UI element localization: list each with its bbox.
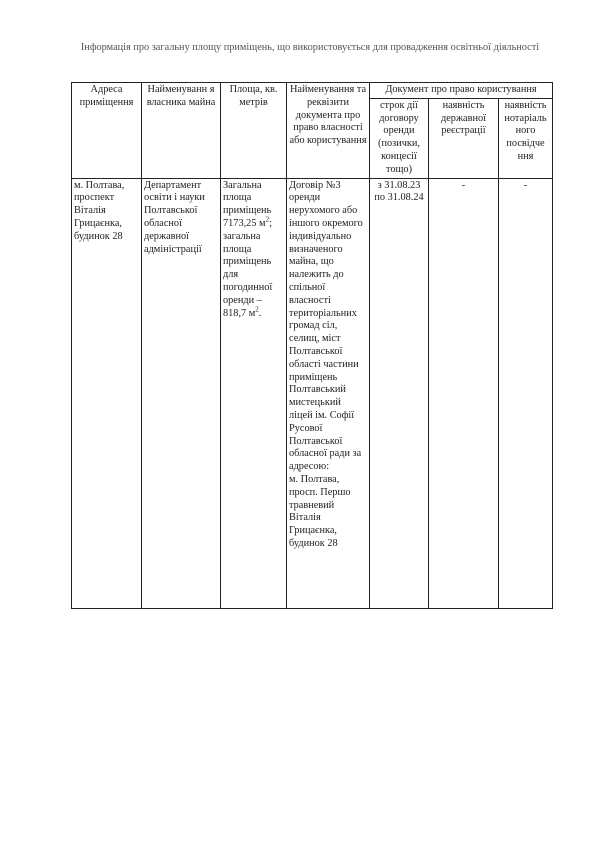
header-usage-group: Документ про право користування bbox=[370, 83, 553, 99]
cell-term: з 31.08.23 по 31.08.24 bbox=[370, 178, 429, 608]
header-document-name: Найменування та реквізити документа про право власності або користування bbox=[287, 83, 370, 179]
cell-document: Договір №3 оренди нерухомого або іншого окремого індивідуально визначеного майна, що належить до спільної власності територіальних громад сіл, селищ, міст Полтавської області частини приміщень Полтавський мистецький ліцей ім. Софії Русової Полтавської обласної ради за адресою: м. Полтава, просп. Першо травневий Віталія Грицаєнка, будинок 28 bbox=[287, 178, 370, 608]
page-title: Інформація про загальну площу приміщень, що використовується для провадження освітньої діяльності bbox=[80, 42, 540, 53]
cell-notarial: - bbox=[499, 178, 553, 608]
header-owner: Найменуванн я власника майна bbox=[142, 83, 221, 179]
area-unit-exponent-2: 2 bbox=[255, 305, 259, 314]
header-term: строк дії договору оренди (позички, концесії тощо) bbox=[370, 98, 429, 178]
area-text-3: . bbox=[258, 307, 262, 319]
area-text-1: Загальна площа приміщень 7173,25 м bbox=[223, 179, 272, 229]
header-notarial: наявність нотаріаль ного посвідче ння bbox=[499, 98, 553, 178]
cell-area bbox=[221, 178, 287, 608]
header-address: Адреса приміщення bbox=[72, 83, 142, 179]
header-state-registration: наявність державної реєстрації bbox=[429, 98, 499, 178]
cell-address: м. Полтава, проспект Віталія Грицаєнка, будинок 28 bbox=[72, 178, 142, 608]
header-area: Площа, кв. метрів bbox=[221, 83, 287, 179]
header-row-1 bbox=[72, 83, 553, 99]
area-unit-exponent-1: 2 bbox=[265, 215, 270, 224]
cell-owner: Департамент освіти і науки Полтавської обласної державної адміністрації bbox=[142, 178, 221, 608]
area-text-2: ; загальна площа приміщень для погодинної оренди – 818,7 м bbox=[223, 217, 273, 319]
cell-state-registration: - bbox=[429, 178, 499, 608]
premises-table bbox=[71, 82, 553, 609]
table-row bbox=[72, 178, 553, 608]
